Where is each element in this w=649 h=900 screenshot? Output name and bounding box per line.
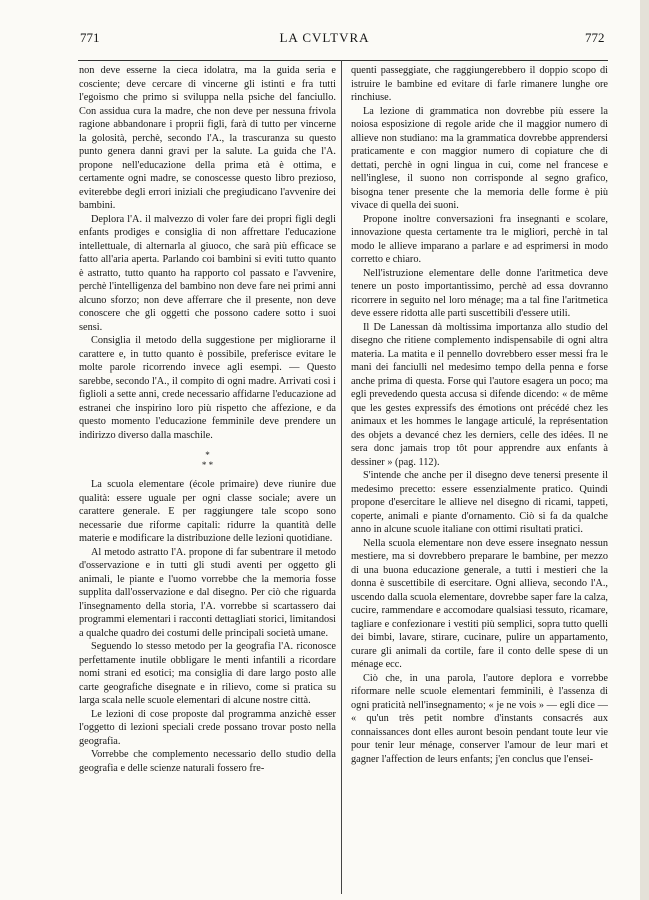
paragraph: Deplora l'A. il malvezzo di voler fare dei propri figli degli enfants prodiges e consiglia di non affrettare l'educazione intellettuale, di alternarla al giuoco, che sarà più efficace se fatto all'aria aperta. Parlando coi bambini si eviti tutto quanto è astratto, tutto quanto ha rapporto col passato e l'avvenire, perchè l'intelligenza del bambino non deve fare nei primi anni alcuno sforzo; non deve afferrare che il presente, non deve conoscere che gli oggetti che possono cadere sotto i suoi sensi. <box>79 213 336 333</box>
page-number-left: 771 <box>80 30 100 45</box>
paragraph: quenti passeggiate, che raggiungerebbero il doppio scopo di istruire le bambine ed evitare di farle rimanere lunghe ore rinchiuse. <box>351 65 608 103</box>
journal-title: LA CVLTVRA <box>279 30 370 45</box>
paragraph: Nell'istruzione elementare delle donne l'aritmetica deve tenere un posto importantissimo, perchè ad essa dovranno ricorrere in seguito nel loro ménage; ma a tal fine l'aritmetica deve essere ridotta alle parti suscettibili d'essere utili. <box>351 267 608 319</box>
paragraph: Ciò che, in una parola, l'autore deplora e vorrebbe riformare nelle scuole elementari femminili, è l'assenza di ogni praticità nell'insegnamento; « je ne vois » — egli dice — « qu'un très petit nombre d'instants consacrés aux connaissances dont elles auront besoin pendant toute leur vie pour tenir leur ménage, conserver l'amour de leur mari et gagner l'affection de leurs enfants; j'en conclus que l'ensei- <box>351 672 608 765</box>
paragraph: Vorrebbe che complemento necessario dello studio della geografia e delle scienze naturali fossero fre- <box>79 749 336 774</box>
left-column <box>79 64 336 894</box>
paragraph: Il De Lanessan dà moltissima importanza allo studio del disegno che ritiene complemento indispensabile di ogni altra materia. La matita e il pennello dovrebbero esser messi fra le mani dei fanciulli nel medesimo tempo della penna e forse anche prima di questa. Forse qui l'autore esagera un poco; ma egli prevedendo questa accusa si difende dicendo: « de même que les gestes expressifs des émotions ont précédé chez les animaux et les hommes le langage articulé, la représentation des objets a devancé chez les derniers, celle des idées. Il ne sera donc jamais trop tôt pour apprendre aux enfants à dessiner » (pag. 112). <box>351 321 608 468</box>
paragraph: S'intende che anche per il disegno deve tenersi presente il medesimo precetto: essere essenzialmente pratico. Quindi propone d'esercitare le allieve nel disegno di ricami, tappeti, coperte, animali e piante d'ornamento. Ciò si fa da qualche anno in alcune scuole italiane con ottimi risultati pratici. <box>351 470 608 535</box>
page-number-right: 772 <box>585 30 605 45</box>
section-asterism: * * * <box>201 450 214 470</box>
paragraph: non deve esserne la cieca idolatra, ma la guida seria e cosciente; deve cercare di vincerne gli istinti e fra tutti l'egoismo che primo si sviluppa nella psiche del fanciullo. Con assidua cura la madre, che non deve per nessuna frivola ragione abbandonare i proprii figli, farà di tutto per vincerne la golosità, perchè, secondo l'A., la trascuranza su questo punto genera danni gravi per la salute. La guida che l'A. propone nell'educazione della prima età è ottima, e certamente ogni madre, se conoscesse questo libro prezioso, eviterebbe degli errori iniziali che pregiudicano l'avvenire dei bambini. <box>79 65 336 211</box>
page-edge <box>640 0 649 900</box>
paragraph: Propone inoltre conversazioni fra insegnanti e scolare, innovazione questa certamente tra le migliori, perchè in tal modo le allieve imparano a parlare e ad esprimersi in modo corretto e chiaro. <box>351 213 608 265</box>
paragraph: La scuola elementare (école primaire) deve riunire due qualità: essere uguale per ogni classe sociale; avere un carattere generale. E per raggiungere tale scopo sono necessarie due riforme capitali: ridurre la quantità delle materie e modificare la distribuzione delle lezioni quotidiane. <box>79 479 336 544</box>
paragraph: Al metodo astratto l'A. propone di far subentrare il metodo d'osservazione e in tutti gli studi aventi per oggetto gli animali, le piante e l'uomo vorrebbe che la memoria fosse supplita dall'osservazione e dal disegno. Per ciò che riguarda l'insegnamento della storia, l'A. vorrebbe si scartassero dai programmi elementari i racconti dettagliati storici, limitandosi a qualche quadro dei costumi delle principali società umane. <box>79 546 336 639</box>
paragraph: Consiglia il metodo della suggestione per migliorarne il carattere e, in tutto quanto è possibile, preferisce evitare le molte parole ricorrendo invece agli esempi. — Questo sarebbe, secondo l'A., il compito di ogni madre. Arrivati così i figlioli a sette anni, crede necessario affidarne l'educazione ad estranei che inspirino loro più rispetto che affezione, e da questo momento l'educazione femminile deve prendere un indirizzo diverso dalla maschile. <box>79 335 336 441</box>
paragraph: Le lezioni di cose proposte dal programma anzichè esser l'oggetto di lezioni speciali crede possano trovar posto nella geografia. <box>79 708 336 747</box>
header-rule <box>78 60 608 61</box>
column-separator <box>341 60 342 894</box>
right-column <box>351 64 608 894</box>
paragraph: Nella scuola elementare non deve essere insegnato nessun mestiere, ma si dovrebbero preparare le bambine, per mezzo di una buona educazione generale, a tutti i mestieri che la donna è suscettibile di esercitare. Ogni allieva, secondo l'A., uscendo dalla scuola elementare, dovrebbe saper fare la calza, cucire, rammendare e accomodare qualsiasi tessuto, ricamare, tagliare e confezionare i vestiti più semplici, sopra tutto quelli dei bimbi, lavare, stirare, cucinare, pulire un appartamento, curare gli animali da cortile, fare il conto delle spese di un ménage ecc. <box>351 537 608 670</box>
running-header <box>0 30 649 50</box>
paragraph: La lezione di grammatica non dovrebbe più essere la noiosa esposizione di regole aride che il maggior numero di allieve non studiano: ma la grammatica dovrebbe apprendersi praticamente e con maggior numero di copiature che di dettati, perchè in ogni lingua in cui, come nel francese e nell'inglese, il suono non corrisponde al segno grafico, bisogna tener presente che la memoria delle forme è più vivace di quella dei suoni. <box>351 105 608 211</box>
paragraph: Seguendo lo stesso metodo per la geografia l'A. riconosce perfettamente inutile obbligare le menti infantili a ricordare nomi strani ed esotici; ma consiglia di dare largo posto alle carte geografiche disegnate e in rilievo, come si pratica su larga scala nelle scuole elementari di alcune nostre città. <box>79 641 336 706</box>
